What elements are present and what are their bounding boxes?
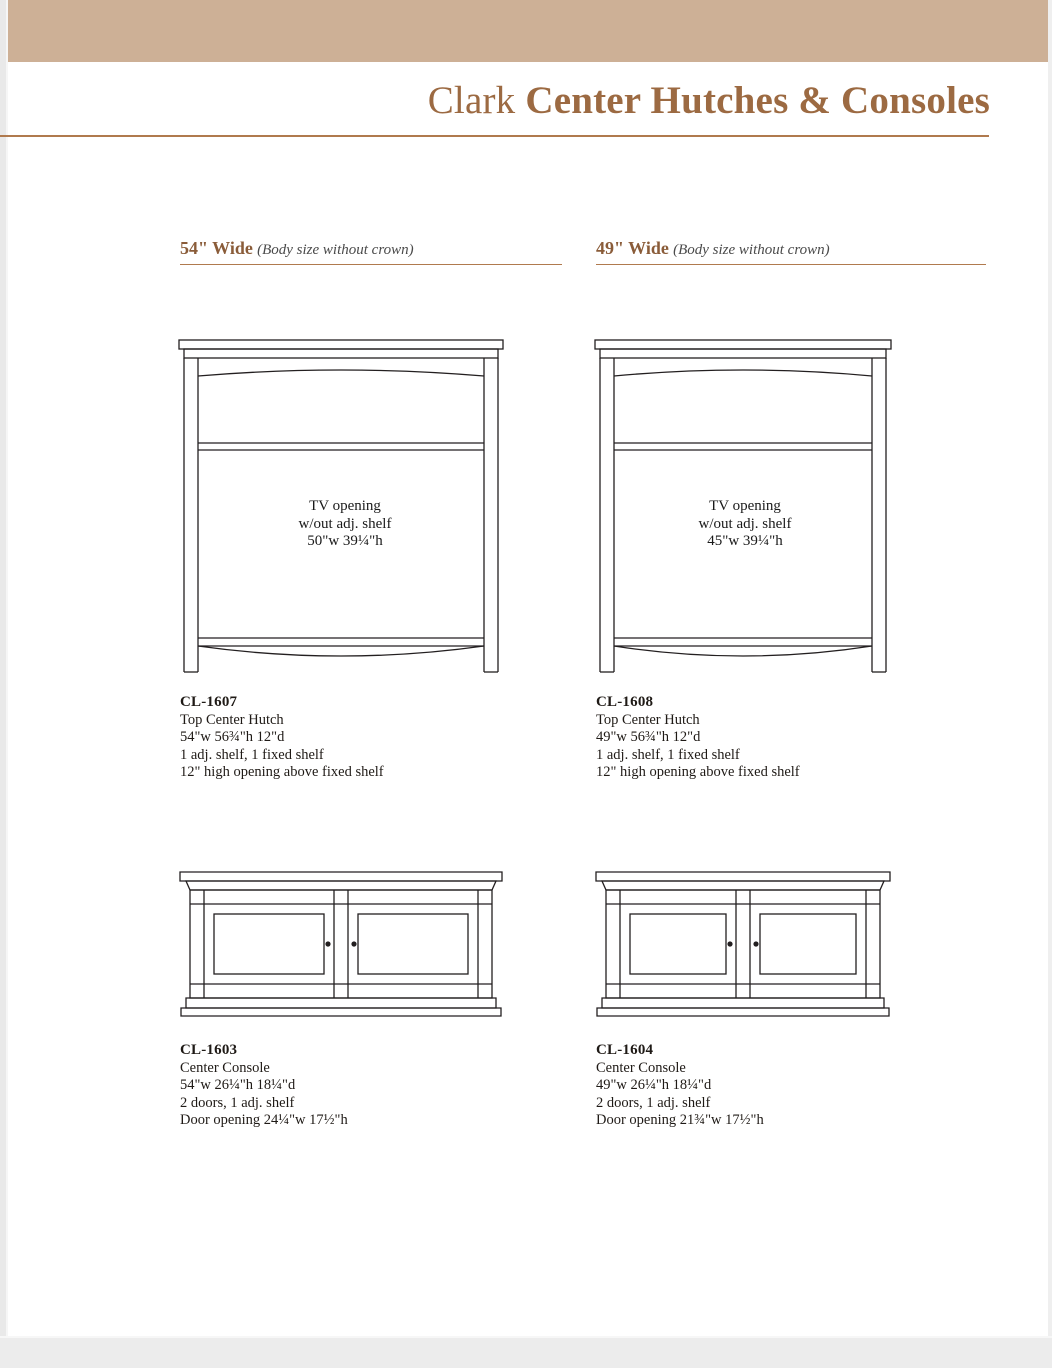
product-caption-cl-1604 bbox=[596, 1042, 764, 1130]
product-code-cl-1608: CL-1608 bbox=[596, 694, 654, 710]
header-band-edge bbox=[0, 62, 1052, 63]
tv-opening-note-cl-1608 bbox=[615, 498, 875, 551]
tv-opening-line1: TV opening bbox=[309, 498, 381, 514]
column-note-right: (Body size without crown) bbox=[673, 242, 830, 258]
page-right-gutter bbox=[1048, 0, 1052, 1368]
product-caption-cl-1607 bbox=[180, 694, 384, 782]
product-name-cl-1607: Top Center Hutch bbox=[180, 711, 284, 728]
product-dims-cl-1604: 49"w 26¼"h 18¼"d bbox=[596, 1077, 712, 1093]
tv-opening-line1: TV opening bbox=[709, 498, 781, 514]
product-code-cl-1607: CL-1607 bbox=[180, 694, 238, 710]
column-heading-rule-left bbox=[180, 264, 562, 265]
column-heading-rule-right bbox=[596, 264, 986, 265]
header-color-band bbox=[0, 0, 1052, 62]
column-note-left: (Body size without crown) bbox=[257, 242, 414, 258]
page-left-gutter-inner bbox=[6, 0, 8, 1368]
product-name-cl-1604: Center Console bbox=[596, 1059, 686, 1076]
product-extra-cl-1604: Door opening 21¾"w 17½"h bbox=[596, 1112, 764, 1128]
column-size-label-right: 49" Wide bbox=[596, 238, 669, 258]
column-heading-right bbox=[596, 238, 830, 259]
page-title-brand: Clark bbox=[427, 79, 526, 122]
page-title-category: Center Hutches & Consoles bbox=[525, 79, 990, 122]
page-bottom-gutter bbox=[0, 1338, 1052, 1368]
product-extra-cl-1608: 12" high opening above fixed shelf bbox=[596, 764, 800, 780]
tv-opening-line2: w/out adj. shelf bbox=[698, 515, 792, 532]
column-size-label-left: 54" Wide bbox=[180, 238, 253, 258]
product-dims-cl-1603: 54"w 26¼"h 18¼"d bbox=[180, 1077, 296, 1093]
product-extra-cl-1603: Door opening 24¼"w 17½"h bbox=[180, 1112, 348, 1128]
product-illustration-cl-1604 bbox=[592, 868, 894, 1028]
product-name-cl-1608: Top Center Hutch bbox=[596, 711, 700, 728]
product-shelves-cl-1604: 2 doors, 1 adj. shelf bbox=[596, 1094, 711, 1111]
product-shelves-cl-1603: 2 doors, 1 adj. shelf bbox=[180, 1094, 295, 1111]
product-illustration-cl-1603 bbox=[176, 868, 506, 1028]
page-title bbox=[428, 78, 990, 123]
tv-opening-line3: 50"w 39¼"h bbox=[307, 533, 383, 549]
tv-opening-line3: 45"w 39¼"h bbox=[707, 533, 783, 549]
product-extra-cl-1607: 12" high opening above fixed shelf bbox=[180, 764, 384, 780]
product-name-cl-1603: Center Console bbox=[180, 1059, 270, 1076]
product-dims-cl-1608: 49"w 56¾"h 12"d bbox=[596, 729, 701, 745]
tv-opening-note-cl-1607 bbox=[215, 498, 475, 551]
product-caption-cl-1608 bbox=[596, 694, 800, 782]
product-code-cl-1604: CL-1604 bbox=[596, 1042, 654, 1058]
product-shelves-cl-1608: 1 adj. shelf, 1 fixed shelf bbox=[596, 746, 740, 763]
product-dims-cl-1607: 54"w 56¾"h 12"d bbox=[180, 729, 285, 745]
product-code-cl-1603: CL-1603 bbox=[180, 1042, 238, 1058]
product-caption-cl-1603 bbox=[180, 1042, 348, 1130]
header-divider bbox=[0, 135, 989, 137]
product-shelves-cl-1607: 1 adj. shelf, 1 fixed shelf bbox=[180, 746, 324, 763]
tv-opening-line2: w/out adj. shelf bbox=[298, 515, 392, 532]
column-heading-left bbox=[180, 238, 414, 259]
